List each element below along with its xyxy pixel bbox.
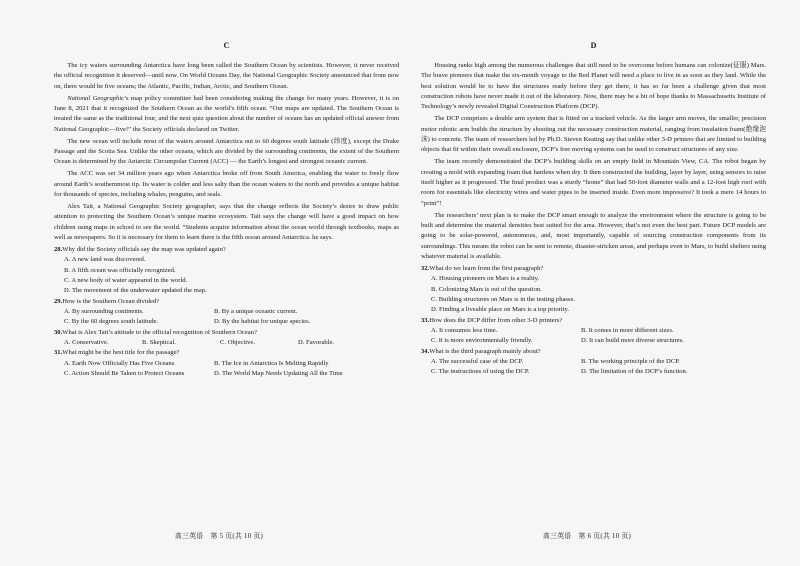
- right-page: [421, 40, 766, 378]
- question-33: 33.How does the DCP differ from other 3-D printers?: [421, 316, 563, 324]
- passage-d-paragraph: The researchers’ next plan is to make the DCP smart enough to analyze the environment where the structure is going to be built and determine the material densities best suited for the area. However, that’s not even the best part. Future DCP models are going to be solar-powered, autonomous, and, most importantly, capable of sourcing construction components from its surroundings. This means the robot can be sent to remote, disaster-stricken areas, and perhaps even to Mars, to build shelters using whatever material is available.: [421, 211, 766, 260]
- option: B. The Ice in Antarctica Is Melting Rapidly: [214, 359, 329, 367]
- italic-lead: National Geographic: [67, 94, 125, 102]
- options-row: [54, 317, 399, 327]
- option: C. By the 60 degrees south latitude.: [64, 318, 159, 326]
- option: A. The successful case of the DCP.: [431, 358, 524, 365]
- question-31: 31.What might be the best title for the passage?: [54, 349, 180, 357]
- option: B. Colonizing Mars is out of the question.: [431, 285, 542, 293]
- left-page: [54, 40, 399, 379]
- option: B. It comes in more different sizes.: [581, 326, 674, 334]
- passage-c-title: C: [223, 41, 230, 50]
- options-row: [421, 357, 766, 367]
- page-footer-left: 高三英语 第 5 页(共 10 页): [175, 533, 264, 540]
- page-footer-right: 高三英语 第 6 页(共 10 页): [543, 533, 632, 540]
- passage-c-paragraph: Alex Tait, a National Geographic Society geographer, says that the change reflects the Society’s desire to draw public attention to protecting the Southern Ocean’s unique marine ecosystem. Tait says the change will have a good impact on how children using maps in school to see the world. “Students acquire information about the ocean world through textbooks, maps as well as newspapers. So it is necessary for them to learn there is the fifth ocean around Antarctica. he says.: [54, 202, 399, 241]
- question-28: 28.Why did the Society officials say the map was updated again?: [54, 245, 226, 253]
- option: D. It can build more diverse structures.: [581, 337, 684, 345]
- question-32: 32.What do we learn from the first paragraph?: [421, 264, 544, 272]
- passage-c-paragraph: The new ocean will include most of the waters around Antarctica out to 60 degrees south latitude (纬度), except the Drake Passage and the Scotia Sea. Unlike the other oceans, which are divided by the surrounding continents, the extent of the Southern Ocean is determined by the Antarctic Circumpolar Current (ACC) — the Earth’s longest and strongest oceanic current.: [54, 137, 399, 166]
- options-row: [421, 367, 766, 377]
- option: A. It consumes less time.: [431, 326, 498, 334]
- passage-c-paragraph: The icy waters surrounding Antarctica have long been called the Southern Ocean by scientists. However, it never received the official recognition it deserved—until now. On World Oceans Day, the National Geographic Society announced that from now on, there would be five oceans; the Atlantic, Pacific, Indian, Arctic, and Southern Ocean.: [54, 62, 399, 90]
- options-row: [421, 336, 766, 346]
- passage-d-title: D: [590, 41, 597, 50]
- options-row: [54, 307, 399, 317]
- passage-d-paragraph: Housing ranks high among the numerous challenges that still need to be overcome before humans can colonize(征服) Mars. The brave pioneers that make the six-month voyage to the Red Planet will need a place to live in as soon as they land. While the best solution would be to have the structures ready before they get there, it has so far been a challenge given that most construction robots have never made it out of the laboratory. Now, there may be a bit of hope thanks to Massachusetts Institute of Technology’s newly revealed Digital Construction Platform (DCP).: [421, 62, 766, 111]
- options-row: [54, 369, 399, 379]
- option: A. Housing pioneers on Mars is a reality.: [431, 275, 540, 283]
- passage-c-paragraph: The ACC was set 34 million years ago when Antarctica broke off from South America, enabling the water to freely flow around Earth’s southernmost tip. Its water is colder and less salty than the ocean waters to the north and provides a unique habitat for thousands of species, including whales, penguins, and seals.: [54, 170, 399, 198]
- options-row: [421, 326, 766, 336]
- option: D. The movement of the underwater updated the map.: [64, 287, 207, 295]
- option: C. Objective.: [220, 338, 255, 346]
- option: C. The instructions of using the DCP.: [431, 368, 530, 376]
- question-34: 34.What is the third paragraph mainly about?: [421, 347, 541, 355]
- option: D. The limitation of the DCP’s function.: [581, 368, 688, 376]
- option: B. Skeptical.: [142, 338, 176, 346]
- options-row: [54, 359, 399, 369]
- passage-d-paragraph: The team recently demonstrated the DCP’s building skills on an empty field in Mountain View, CA. The robot began by creating a mold with expanding foam that hardens when dry. It then constructed the building, layer by layer, using sensors to raise itself higher as it progressed. The final product was a sturdy “home” that had 50-foot diameter walls and a 12-foot high roof with room for essentials like electricity wires and water pipes to be inserted inside. Even more impressive? It took a mere 14 hours to “print”!: [421, 158, 766, 207]
- option: A. Conservative.: [64, 338, 109, 346]
- question-29: 29.How is the Southern Ocean divided?: [54, 297, 160, 305]
- option: B. By a unique oceanic current.: [214, 307, 298, 315]
- passage-c-paragraph: National Geographic’s map policy committee had been considering making the change for many years. However, it is on June 8, 2021 that it recognized the Southern Ocean as the world’s fifth ocean. “Our maps are updated. The Southern Ocean is treated the same as the traditional four, and the next quiz question about the number of oceans has an updated official answer from National Geographic—five!” the Society officials declared on Twitter.: [54, 94, 399, 133]
- option: B. The working principle of the DCP.: [581, 358, 680, 365]
- options-row: [54, 338, 399, 348]
- option: C. Action Should Be Taken to Protect Oceans: [64, 369, 185, 377]
- option: D. Favorable.: [298, 338, 335, 346]
- option: A. A new land was discovered.: [64, 256, 146, 264]
- question-30: 30.What is Alex Tait’s attitude to the official recognition of Southern Ocean?: [54, 328, 257, 336]
- option: A. By surrounding continents.: [64, 307, 144, 315]
- option: C. Building structures on Mars is in the testing phases.: [431, 295, 576, 303]
- option: C. A new body of water appeared in the world.: [64, 276, 188, 284]
- option: D. The World Map Needs Updating All the Time: [214, 369, 343, 377]
- option: A. Earth Now Officially Has Five Oceans: [64, 359, 175, 367]
- option: B. A fifth ocean was officially recognized.: [64, 266, 176, 274]
- option: C. It is more environmentally friendly.: [431, 337, 533, 345]
- passage-d-paragraph: The DCP comprises a double arm system that is fitted on a tracked vehicle. As the larger arm moves, the smaller, precision motor robotic arm builds the structure by shooting out the necessary construction material, ranging from insulation foam(绝缘泡沫) to concrete. The team of researchers led by Ph.D. Steven Keating say that unlike other 3-D printers that are limited to building objects that fit within their overall enclosure, DCP’s free moving systems can be used to construct structures of any size.: [421, 115, 766, 154]
- option: D. By the habitat for unique species.: [214, 318, 311, 326]
- option: D. Finding a liveable place on Mars is a top priority.: [431, 306, 570, 314]
